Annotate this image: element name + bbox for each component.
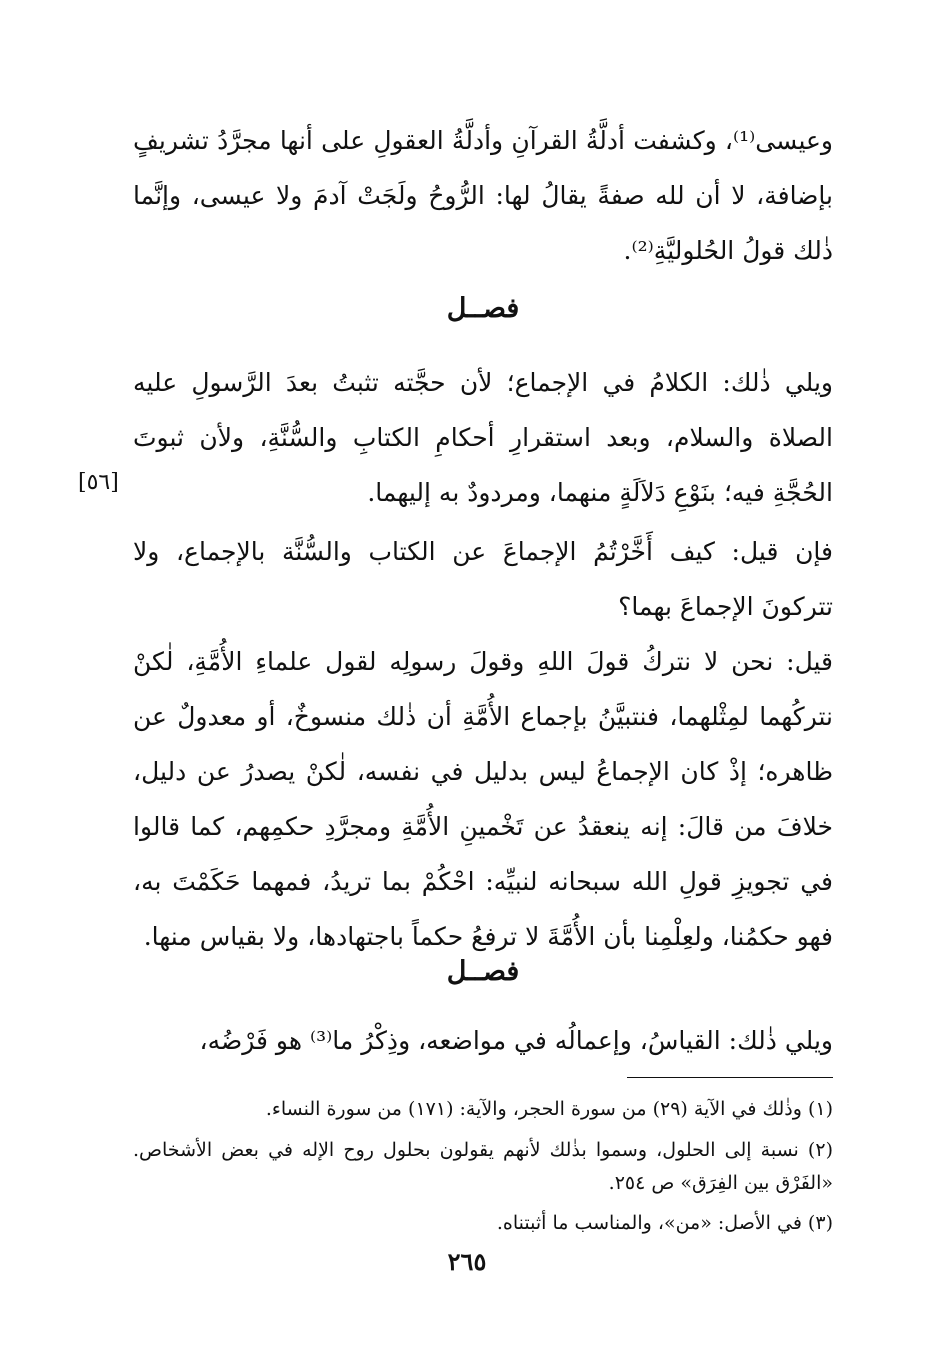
- footnote-2: (٢) نسبة إلى الحلول، وسموا بذٰلك لأنهم يقولون بحلول روح الإله في بعض الأشخاص. «الفَرْق بين الفِرَق» ص ٢٥٤.: [133, 1139, 833, 1194]
- paragraph-4: قيل: نحن لا نتركُ قولَ اللهِ وقولَ رسولِه لقول علماءِ الأُمَّةِ، لٰكنْ نتركُهما لمِثْلهما، فنتبيَّنُ بإجماع الأُمَّةِ أن ذٰلك منسوخٌ، أو معدولٌ عن ظاهره؛ إذْ كان الإجماعُ ليس بدليل في نفسه، لٰكنْ يصدرُ عن دليل، خلافَ من قالَ: إنه ينعقدُ عن تَخْمينِ الأُمَّةِ ومجرَّدِ حكمِهم، كما قالوا في تجويزِ قولِ الله سبحانه لنبيِّه: احْكُمْ بما تريدُ، فمهما حَكَمْتَ به، فهو حكمُنا، ولعِلْمِنا بأن الأُمَّةَ لا ترفعُ حكماً باجتهادها، ولا بقياس منها.: [133, 647, 833, 951]
- margin-page-reference: [٥٦]: [78, 470, 119, 495]
- paragraph-3: فإن قيل: كيف أَخَّرْتُمُ الإجماعَ عن الكتاب والسُّنَّة بالإجماع، ولا تتركونَ الإجماعَ بهما؟: [133, 537, 833, 621]
- page-number: ٢٦٥: [447, 1247, 487, 1276]
- footnote-3: (٣) في الأصل: «من»، والمناسب ما أثبتناه.: [496, 1212, 833, 1234]
- paragraph-5: ويلي ذٰلك: القياسُ، وإعمالُه في مواضعه، وذِكْرُ ما⁽³⁾ هو فَرْضُه،: [199, 1026, 833, 1055]
- paragraph-2: ويلي ذٰلك: الكلامُ في الإجماع؛ لأن حجَّته تثبتُ بعدَ الرَّسولِ عليه الصلاة والسلام، وبعد استقرارِ أحكامِ الكتابِ والسُّنَّةِ، ولأن ثبوتَ الحُجَّةِ فيه؛ بنَوْعِ دَلاَلَةٍ منهما، ومردودٌ به إليهما.: [133, 368, 833, 507]
- paragraph-1: وعيسى⁽¹⁾، وكشفت أدلَّةُ القرآنِ وأدلَّةُ العقولِ على أنها مجرَّدُ تشريفٍ بإضافة، لا أن لله صفةً يقالُ لها: الرُّوحُ ولَجَتْ آدمَ ولا عيسى، وإنَّما ذٰلك قولُ الحُلوليَّةِ⁽²⁾.: [133, 126, 833, 265]
- footnote-separator: [627, 1077, 833, 1078]
- section-heading-2: فصــل: [446, 956, 520, 987]
- section-heading-1: فصــل: [446, 293, 520, 324]
- footnote-1: (١) وذٰلك في الآية (٢٩) من سورة الحجر، والآية: (١٧١) من سورة النساء.: [265, 1098, 833, 1120]
